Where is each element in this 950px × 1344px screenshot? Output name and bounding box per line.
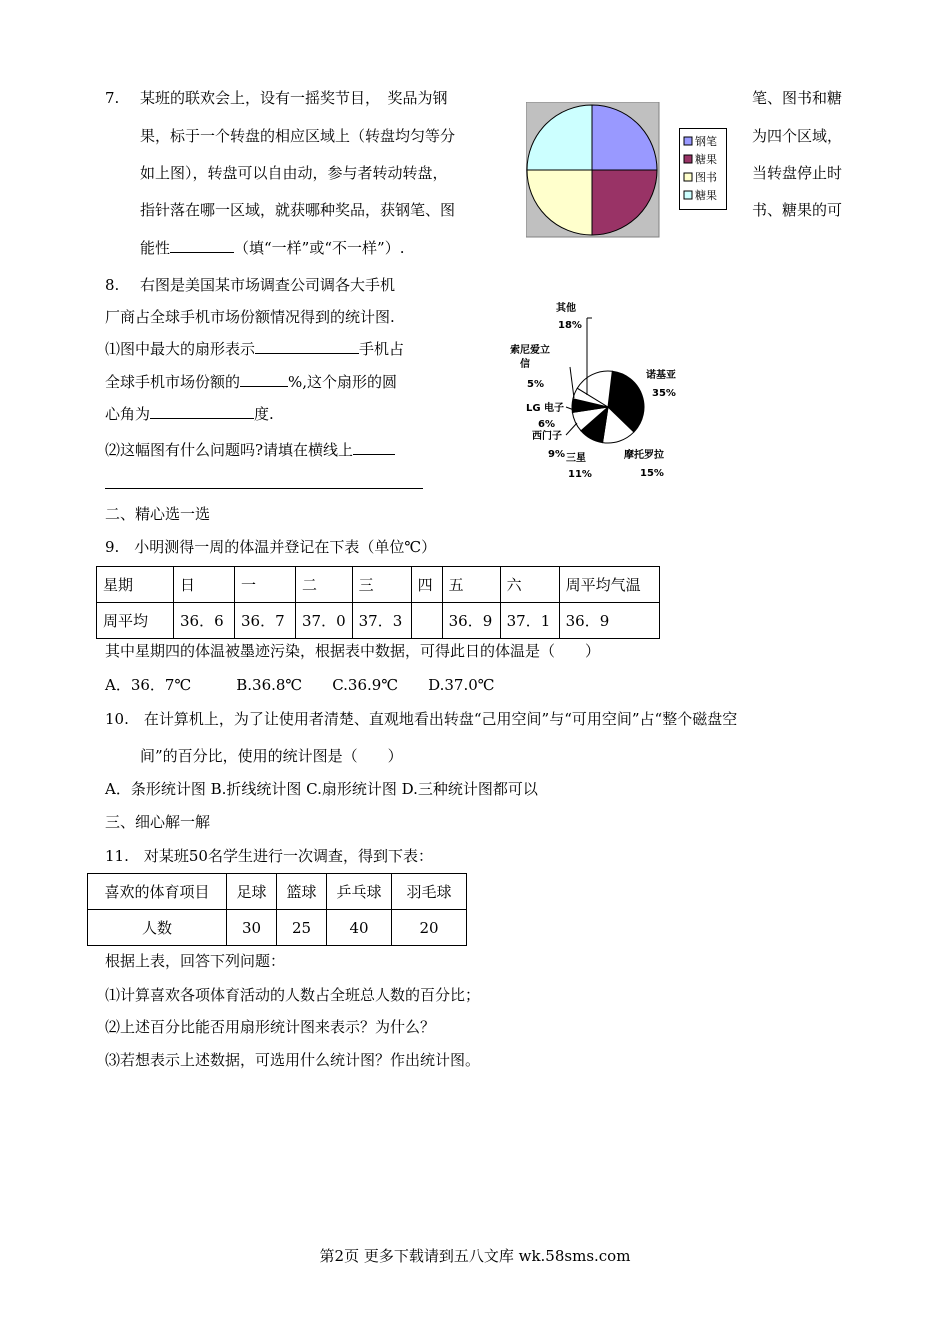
q11-value-cell: 人数 — [88, 910, 227, 946]
q7-line4-left: 指针落在哪一区域，就获哪种奖品，获钢笔、图 — [140, 201, 456, 219]
q8-line1: 右图是美国某市场调查公司调各大手机 — [140, 276, 396, 294]
q8-line6-text: ⑵这幅图有什么问题吗?请填在横线上 — [105, 441, 354, 459]
legend-swatch-3 — [684, 173, 692, 181]
q9-header-cell: 六 — [500, 567, 559, 603]
q11-header-cell: 篮球 — [277, 874, 327, 910]
q9-value-cell: 36．6 — [174, 603, 235, 639]
q7-line1-left: 某班的联欢会上，设有一摇奖节目， 奖品为钢 — [140, 89, 448, 107]
legend-label-3: 图书 — [695, 171, 717, 184]
q9-header-cell: 一 — [235, 567, 296, 603]
q9-header-cell: 三 — [352, 567, 411, 603]
label-samsung-value: 11% — [568, 469, 592, 480]
q8-blank-percent[interactable] — [240, 372, 288, 387]
label-moto-value: 15% — [640, 468, 664, 479]
q9-value-cell — [411, 603, 442, 639]
section2-heading: 二、精心选一选 — [105, 505, 211, 523]
q9-header-cell: 五 — [442, 567, 500, 603]
q11-sub2: ⑵上述百分比能否用扇形统计图来表示？为什么？ — [105, 1018, 436, 1036]
q11-value-cell: 25 — [277, 910, 327, 946]
q8-line3 — [105, 339, 404, 359]
q8-number: 8. — [105, 276, 120, 294]
q9-value-cell: 37．0 — [296, 603, 353, 639]
section3-heading: 三、细心解一解 — [105, 813, 211, 831]
q10-line1: 10. 在计算机上，为了让使用者清楚、直观地看出转盘“己用空间”与“可用空间”占“整个磁盘空 — [105, 710, 738, 728]
q8-line5 — [105, 404, 274, 424]
q9-header-cell: 星期 — [97, 567, 174, 603]
q8-line6 — [105, 440, 395, 460]
page-footer: 第2页 更多下载请到五八文库 wk.58sms.com — [319, 1247, 631, 1265]
q7-line2-left: 果，标于一个转盘的相应区域上（转盘均匀等分 — [140, 127, 456, 145]
q9-options: A．36．7℃ B.36.8℃ C.36.9℃ D.37.0℃ — [105, 676, 495, 694]
q11-sub3: ⑶若想表示上述数据，可选用什么统计图？作出统计图。 — [105, 1051, 481, 1069]
q8-line5-b: 度. — [254, 405, 274, 423]
q9-value-cell: 37．1 — [500, 603, 559, 639]
q8-line3-a: ⑴图中最大的扇形表示 — [105, 340, 256, 358]
q9-value-cell: 36．7 — [235, 603, 296, 639]
label-other-name: 其他 — [556, 303, 576, 314]
q10-line2: 间”的百分比，使用的统计图是（ ） — [140, 747, 403, 765]
q7-number: 7. — [105, 89, 120, 107]
q9-header-cell: 二 — [296, 567, 353, 603]
q9-value-cell: 周平均 — [97, 603, 174, 639]
q11-header-cell: 足球 — [227, 874, 277, 910]
q7-answer-blank[interactable] — [170, 238, 234, 253]
q11-header-cell: 乒乓球 — [327, 874, 392, 910]
q7-line1-right: 笔、图书和糖 — [752, 89, 843, 107]
q11-value-cell: 40 — [327, 910, 392, 946]
legend-swatch-2 — [684, 155, 692, 163]
q7-line5-b: （填“一样”或“不一样”）. — [234, 239, 405, 257]
q11-header-cell: 羽毛球 — [392, 874, 467, 910]
legend-label-4: 糖果 — [695, 189, 717, 202]
q11-after: 根据上表，回答下列问题： — [105, 952, 286, 970]
label-sony-name-1: 索尼爱立 — [510, 345, 550, 356]
q8-blank-brand[interactable] — [255, 339, 359, 354]
q11-sports-table — [87, 873, 467, 946]
label-lg-name: LG 电子 — [526, 403, 565, 414]
legend-label-2: 糖果 — [695, 153, 717, 166]
q9-value-cell: 36．9 — [442, 603, 500, 639]
legend-swatch-4 — [684, 191, 692, 199]
q9-value-row — [97, 603, 660, 639]
q7-line5 — [140, 238, 404, 258]
market-share-pie-chart — [500, 295, 710, 485]
label-siemens-name: 西门子 — [532, 431, 562, 442]
q9-header-cell: 周平均气温 — [559, 567, 659, 603]
q8-line2: 厂商占全球手机市场份额情况得到的统计图. — [105, 308, 395, 326]
q11-header-cell: 喜欢的体育项目 — [88, 874, 227, 910]
q8-blank-line-2[interactable] — [105, 488, 423, 489]
label-sony-value: 5% — [527, 379, 544, 390]
label-siemens-value: 9% — [548, 449, 565, 460]
q7-line4-right: 书、糖果的可 — [752, 201, 843, 219]
q8-line5-a: 心角为 — [105, 405, 151, 423]
q11-value-row — [88, 910, 467, 946]
q8-line4 — [105, 372, 397, 392]
legend-swatch-1 — [684, 137, 692, 145]
spinner-figure — [526, 102, 660, 238]
q7-line5-a: 能性 — [140, 239, 171, 257]
label-other-value: 18% — [558, 320, 582, 331]
q9-after: 其中星期四的体温被墨迹污染，根据表中数据，可得此日的体温是（ ） — [105, 642, 601, 660]
label-nokia-value: 35% — [652, 388, 676, 399]
q8-blank-problem[interactable] — [353, 440, 395, 455]
q8-line4-a: 全球手机市场份额的 — [105, 373, 241, 391]
q7-line3-left: 如上图），转盘可以自由动，参与者转动转盘， — [140, 164, 448, 182]
q9-header-cell: 日 — [174, 567, 235, 603]
label-moto-name: 摩托罗拉 — [624, 450, 664, 461]
q9-value-cell: 36．9 — [559, 603, 659, 639]
q8-blank-angle[interactable] — [150, 404, 254, 419]
legend-label-1: 钢笔 — [695, 135, 717, 148]
leader-line-siemens — [566, 423, 577, 435]
q9-header-row — [97, 567, 660, 603]
q9-temperature-table — [96, 566, 660, 639]
label-nokia-name: 诺基亚 — [646, 370, 676, 381]
q7-line3-right: 当转盘停止时 — [752, 164, 843, 182]
spinner-legend — [679, 128, 731, 212]
q11-header-row — [88, 874, 467, 910]
label-samsung-name: 三星 — [566, 453, 586, 464]
q11-sub1: ⑴计算喜欢各项体育活动的人数占全班总人数的百分比； — [105, 986, 481, 1004]
q11-value-cell: 30 — [227, 910, 277, 946]
q7-line2-right: 为四个区域， — [752, 127, 843, 145]
q8-line4-b: %,这个扇形的圆 — [288, 373, 398, 391]
q9-text: 9. 小明测得一周的体温并登记在下表（单位℃） — [105, 538, 437, 556]
q8-line3-b: 手机占 — [359, 340, 405, 358]
q11-value-cell: 20 — [392, 910, 467, 946]
q9-header-cell: 四 — [411, 567, 442, 603]
q9-value-cell: 37．3 — [352, 603, 411, 639]
q11-text: 11. 对某班50名学生进行一次调查，得到下表： — [105, 847, 433, 865]
label-sony-name-2: 信 — [520, 359, 530, 370]
q10-options: A．条形统计图 B.折线统计图 C.扇形统计图 D.三种统计图都可以 — [105, 780, 538, 798]
label-lg-value: 6% — [538, 419, 555, 430]
leader-line-sony — [570, 367, 574, 398]
